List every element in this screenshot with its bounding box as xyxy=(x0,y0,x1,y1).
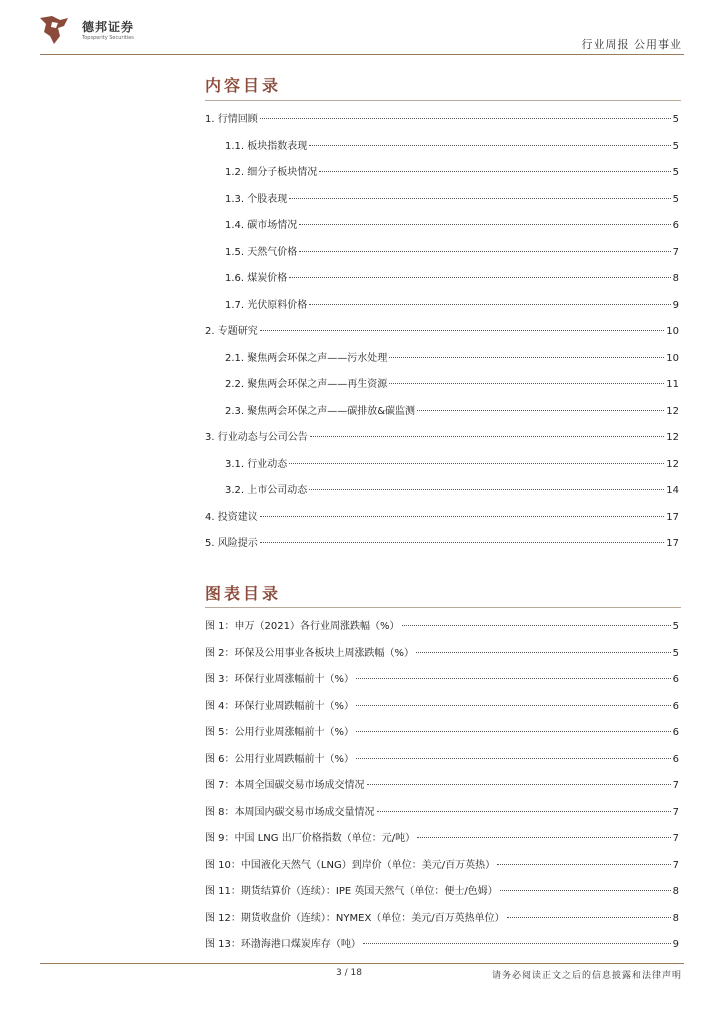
dot-leader xyxy=(356,758,671,759)
toc-entry-label: 5. 风险提示 xyxy=(205,538,258,549)
toc-entry-label: 1. 行情回顾 xyxy=(205,114,258,125)
toc-entry-page: 17 xyxy=(666,538,679,549)
figure-entry-page: 7 xyxy=(672,780,679,791)
toc-entry-label: 2. 专题研究 xyxy=(205,326,258,337)
toc-entry-label: 2.2. 聚焦两会环保之声——再生资源 xyxy=(225,379,388,390)
figure-entry-page: 6 xyxy=(672,753,679,765)
figures-title-rule xyxy=(205,607,681,608)
toc-entry[interactable] xyxy=(205,346,679,373)
dot-leader xyxy=(260,516,665,517)
toc-entry-label: 1.2. 细分子板块情况 xyxy=(225,167,318,178)
toc-entry-page: 12 xyxy=(666,405,679,417)
figure-entry-label: 图 13：环渤海港口煤炭库存（吨） xyxy=(205,939,361,950)
toc-entry-page: 6 xyxy=(672,220,679,231)
figure-entry-page: 9 xyxy=(672,939,679,950)
figure-entry-label: 图 12：期货收盘价（连续）：NYMEX（单位：美元/百万英热单位） xyxy=(205,912,505,924)
dot-leader xyxy=(260,330,665,331)
dot-leader xyxy=(260,542,665,543)
figure-entry-page: 6 xyxy=(672,700,679,712)
toc-entry-label: 1.6. 煤炭价格 xyxy=(225,273,288,284)
toc-entry[interactable] xyxy=(205,452,679,479)
toc-entry[interactable] xyxy=(205,505,679,532)
figure-entry-page: 5 xyxy=(672,621,679,632)
toc-entry[interactable] xyxy=(205,240,679,267)
toc-entry-label: 1.3. 个股表现 xyxy=(225,193,288,205)
report-type: 行业周报 公用事业 xyxy=(581,38,682,51)
toc-entry[interactable] xyxy=(205,293,679,320)
dot-leader xyxy=(363,943,671,944)
dot-leader xyxy=(356,678,671,679)
toc-list xyxy=(205,107,679,558)
figure-entry-label: 图 2：环保及公用事业各板块上周涨跌幅（%） xyxy=(205,647,415,659)
toc-entry[interactable] xyxy=(205,266,679,293)
figure-entry[interactable] xyxy=(205,853,679,880)
toc-entry-label: 3.1. 行业动态 xyxy=(225,458,288,470)
figure-entry-label: 图 7：本周全国碳交易市场成交情况 xyxy=(205,780,365,791)
figure-entry-label: 图 4：环保行业周跌幅前十（%） xyxy=(205,700,355,712)
figure-entry-page: 5 xyxy=(672,647,679,659)
dot-leader xyxy=(497,864,671,865)
dot-leader xyxy=(389,383,664,384)
figure-entry[interactable] xyxy=(205,932,679,959)
toc-entry-page: 12 xyxy=(666,458,679,470)
toc-entry[interactable] xyxy=(205,478,679,505)
company-logo xyxy=(38,14,148,46)
toc-title-rule xyxy=(205,100,681,101)
dot-leader xyxy=(500,890,671,891)
dot-leader xyxy=(289,463,664,464)
toc-entry-page: 5 xyxy=(672,193,679,205)
dot-leader xyxy=(289,277,670,278)
dot-leader xyxy=(319,171,670,172)
toc-entry-label: 1.4. 碳市场情况 xyxy=(225,220,298,231)
toc-entry-page: 12 xyxy=(666,432,679,443)
toc-entry[interactable] xyxy=(205,107,679,134)
toc-entry-label: 1.1. 板块指数表现 xyxy=(225,140,308,152)
dot-leader xyxy=(507,917,671,918)
toc-entry[interactable] xyxy=(205,187,679,214)
toc-title: 内容目录 xyxy=(205,76,282,95)
toc-entry[interactable] xyxy=(205,372,679,399)
figure-entry-page: 7 xyxy=(672,806,679,818)
toc-entry-page: 5 xyxy=(672,140,679,152)
dot-leader xyxy=(260,118,671,119)
disclaimer-text: 请务必阅读正文之后的信息披露和法律声明 xyxy=(491,971,682,981)
figure-entry[interactable] xyxy=(205,800,679,827)
figures-title: 图表目录 xyxy=(205,584,282,603)
toc-entry-label: 2.1. 聚焦两会环保之声——污水处理 xyxy=(225,352,388,364)
dot-leader xyxy=(299,251,670,252)
toc-entry-label: 4. 投资建议 xyxy=(205,511,258,523)
toc-entry-page: 14 xyxy=(666,485,679,496)
toc-entry[interactable] xyxy=(205,134,679,161)
toc-entry[interactable] xyxy=(205,160,679,187)
figure-entry-page: 6 xyxy=(672,727,679,738)
dot-leader xyxy=(367,784,671,785)
figure-entry-label: 图 11：期货结算价（连续）：IPE 英国天然气（单位：便士/色姆） xyxy=(205,886,498,897)
dot-leader xyxy=(289,198,670,199)
toc-entry-page: 11 xyxy=(666,379,679,390)
dot-leader xyxy=(356,705,671,706)
figure-entry-page: 8 xyxy=(672,912,679,924)
dot-leader xyxy=(309,489,664,490)
figure-entry-page: 7 xyxy=(672,833,679,844)
figure-entry[interactable] xyxy=(205,667,679,694)
dot-leader xyxy=(389,357,664,358)
toc-entry-label: 2.3. 聚焦两会环保之声——碳排放&碳监测 xyxy=(225,405,416,417)
figure-entry-label: 图 8：本周国内碳交易市场成交量情况 xyxy=(205,806,375,818)
toc-entry-page: 5 xyxy=(672,167,679,178)
dot-leader xyxy=(309,145,670,146)
dot-leader xyxy=(416,652,671,653)
dot-leader xyxy=(377,811,671,812)
footer-divider xyxy=(40,963,684,964)
figure-entry[interactable] xyxy=(205,614,679,641)
figure-entry[interactable] xyxy=(205,747,679,774)
toc-entry-page: 10 xyxy=(666,326,679,337)
logo-text-cn: 德邦证券 xyxy=(82,20,135,34)
logo-text-en: Topsperity Securities xyxy=(82,35,134,41)
toc-entry[interactable] xyxy=(205,399,679,426)
figure-entry-page: 6 xyxy=(672,674,679,685)
toc-entry[interactable] xyxy=(205,531,679,558)
figure-entry-label: 图 1：申万（2021）各行业周涨跌幅（%） xyxy=(205,621,400,632)
toc-entry-page: 8 xyxy=(672,273,679,284)
figure-entry[interactable] xyxy=(205,720,679,747)
dot-leader xyxy=(417,837,671,838)
figure-entry-label: 图 3：环保行业周涨幅前十（%） xyxy=(205,674,355,685)
figure-entry-page: 8 xyxy=(672,886,679,897)
toc-entry[interactable] xyxy=(205,213,679,240)
toc-entry-label: 1.5. 天然气价格 xyxy=(225,246,298,258)
page-number: 3 / 18 xyxy=(336,968,362,978)
figure-entry-label: 图 10：中国液化天然气（LNG）到岸价（单位：美元/百万英热） xyxy=(205,859,496,871)
figure-entry-label: 图 6：公用行业周跌幅前十（%） xyxy=(205,753,355,765)
figure-entry[interactable] xyxy=(205,826,679,853)
toc-entry-page: 17 xyxy=(666,511,679,523)
header-divider xyxy=(40,54,684,55)
toc-entry[interactable] xyxy=(205,425,679,452)
figures-list xyxy=(205,614,679,959)
dot-leader xyxy=(356,731,671,732)
figure-entry[interactable] xyxy=(205,906,679,933)
dot-leader xyxy=(402,625,671,626)
figure-entry-label: 图 9：中国 LNG 出厂价格指数（单位：元/吨） xyxy=(205,833,416,844)
toc-entry-page: 5 xyxy=(672,114,679,125)
figure-entry-label: 图 5：公用行业周涨幅前十（%） xyxy=(205,727,355,738)
toc-entry-page: 10 xyxy=(666,352,679,364)
figure-entry[interactable] xyxy=(205,879,679,906)
toc-entry-label: 3.2. 上市公司动态 xyxy=(225,485,308,496)
toc-entry[interactable] xyxy=(205,319,679,346)
page-header xyxy=(0,0,724,60)
figure-entry[interactable] xyxy=(205,641,679,668)
toc-entry-label: 1.7. 光伏原料价格 xyxy=(225,299,308,311)
dot-leader xyxy=(299,224,670,225)
dot-leader xyxy=(309,304,670,305)
figure-entry[interactable] xyxy=(205,773,679,800)
dot-leader xyxy=(310,436,665,437)
figure-entry-page: 7 xyxy=(672,859,679,871)
toc-entry-page: 9 xyxy=(672,299,679,311)
logo-mark-icon xyxy=(38,14,74,46)
figure-entry[interactable] xyxy=(205,694,679,721)
toc-entry-label: 3. 行业动态与公司公告 xyxy=(205,432,308,443)
dot-leader xyxy=(417,410,664,411)
toc-entry-page: 7 xyxy=(672,246,679,258)
